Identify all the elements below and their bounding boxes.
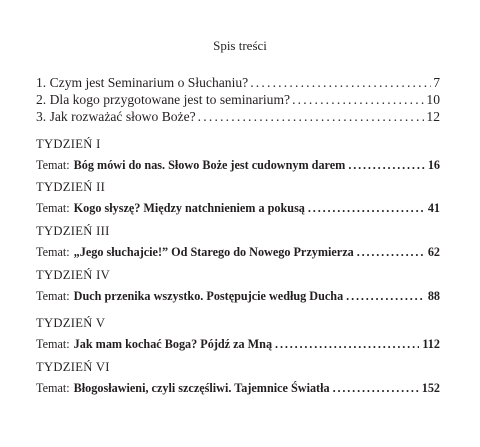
topic-label: Temat:: [36, 289, 70, 303]
page-number: 7: [433, 75, 440, 90]
topic-title: Kogo słyszę? Między natchnieniem a pokusą: [73, 201, 305, 215]
week-heading: TYDZIEŃ III: [36, 224, 110, 238]
page-number: 16: [427, 158, 440, 172]
toc-entry[interactable]: [36, 201, 440, 216]
week-section: [36, 316, 440, 352]
week-section: [36, 180, 440, 216]
topic-label: Temat:: [36, 245, 70, 259]
week-heading: TYDZIEŃ IV: [36, 268, 110, 282]
topic-label: Temat:: [36, 337, 70, 351]
week-section: [36, 360, 440, 396]
dot-leader: [308, 201, 425, 216]
toc-entry[interactable]: [36, 381, 440, 396]
dot-leader: [275, 337, 419, 352]
dot-leader: [292, 91, 424, 108]
entry-text: 1. Czym jest Seminarium o Słuchaniu?: [36, 75, 249, 90]
entry-text: 3. Jak rozważać słowo Boże?: [36, 109, 196, 124]
week-heading: TYDZIEŃ VI: [36, 360, 110, 374]
toc-entry[interactable]: [36, 91, 440, 108]
topic-title: Błogosławieni, czyli szczęśliwi. Tajemnice Światła: [73, 381, 330, 395]
toc-entry[interactable]: [36, 245, 440, 260]
dot-leader: [357, 245, 425, 260]
dot-leader: [333, 381, 419, 396]
topic-title: Bóg mówi do nas. Słowo Boże jest cudownym darem: [73, 158, 346, 172]
topic-label: Temat:: [36, 201, 70, 215]
page-number: 12: [426, 109, 440, 124]
dot-leader: [250, 74, 431, 91]
week-section: [36, 268, 440, 304]
page-number: 88: [427, 289, 440, 303]
week-heading: TYDZIEŃ V: [36, 316, 106, 330]
week-section: [36, 137, 440, 173]
page-number: 62: [427, 245, 440, 259]
entry-text: 2. Dla kogo przygotowane jest to seminarium?: [36, 92, 291, 107]
page-number: 10: [426, 92, 440, 107]
intro-list: [36, 74, 440, 125]
week-section: [36, 224, 440, 260]
toc-entry[interactable]: [36, 289, 440, 304]
week-heading: TYDZIEŃ I: [36, 137, 101, 151]
toc-entry[interactable]: [36, 158, 440, 173]
topic-title: „Jego słuchajcie!” Od Starego do Nowego Przymierza: [73, 245, 354, 259]
toc-entry[interactable]: [36, 108, 440, 125]
topic-label: Temat:: [36, 381, 70, 395]
dot-leader: [348, 158, 425, 173]
topic-title: Duch przenika wszystko. Postępujcie według Ducha: [73, 289, 344, 303]
toc-entry[interactable]: [36, 74, 440, 91]
page-number: 41: [427, 201, 440, 215]
dot-leader: [198, 108, 425, 125]
toc-title: Spis treści: [213, 38, 267, 53]
toc-entry[interactable]: [36, 337, 440, 352]
page-number: 152: [421, 381, 440, 395]
page-number: 112: [422, 337, 440, 351]
dot-leader: [346, 289, 425, 304]
topic-label: Temat:: [36, 158, 70, 172]
topic-title: Jak mam kochać Boga? Pójdź za Mną: [73, 337, 273, 351]
week-heading: TYDZIEŃ II: [36, 180, 106, 194]
